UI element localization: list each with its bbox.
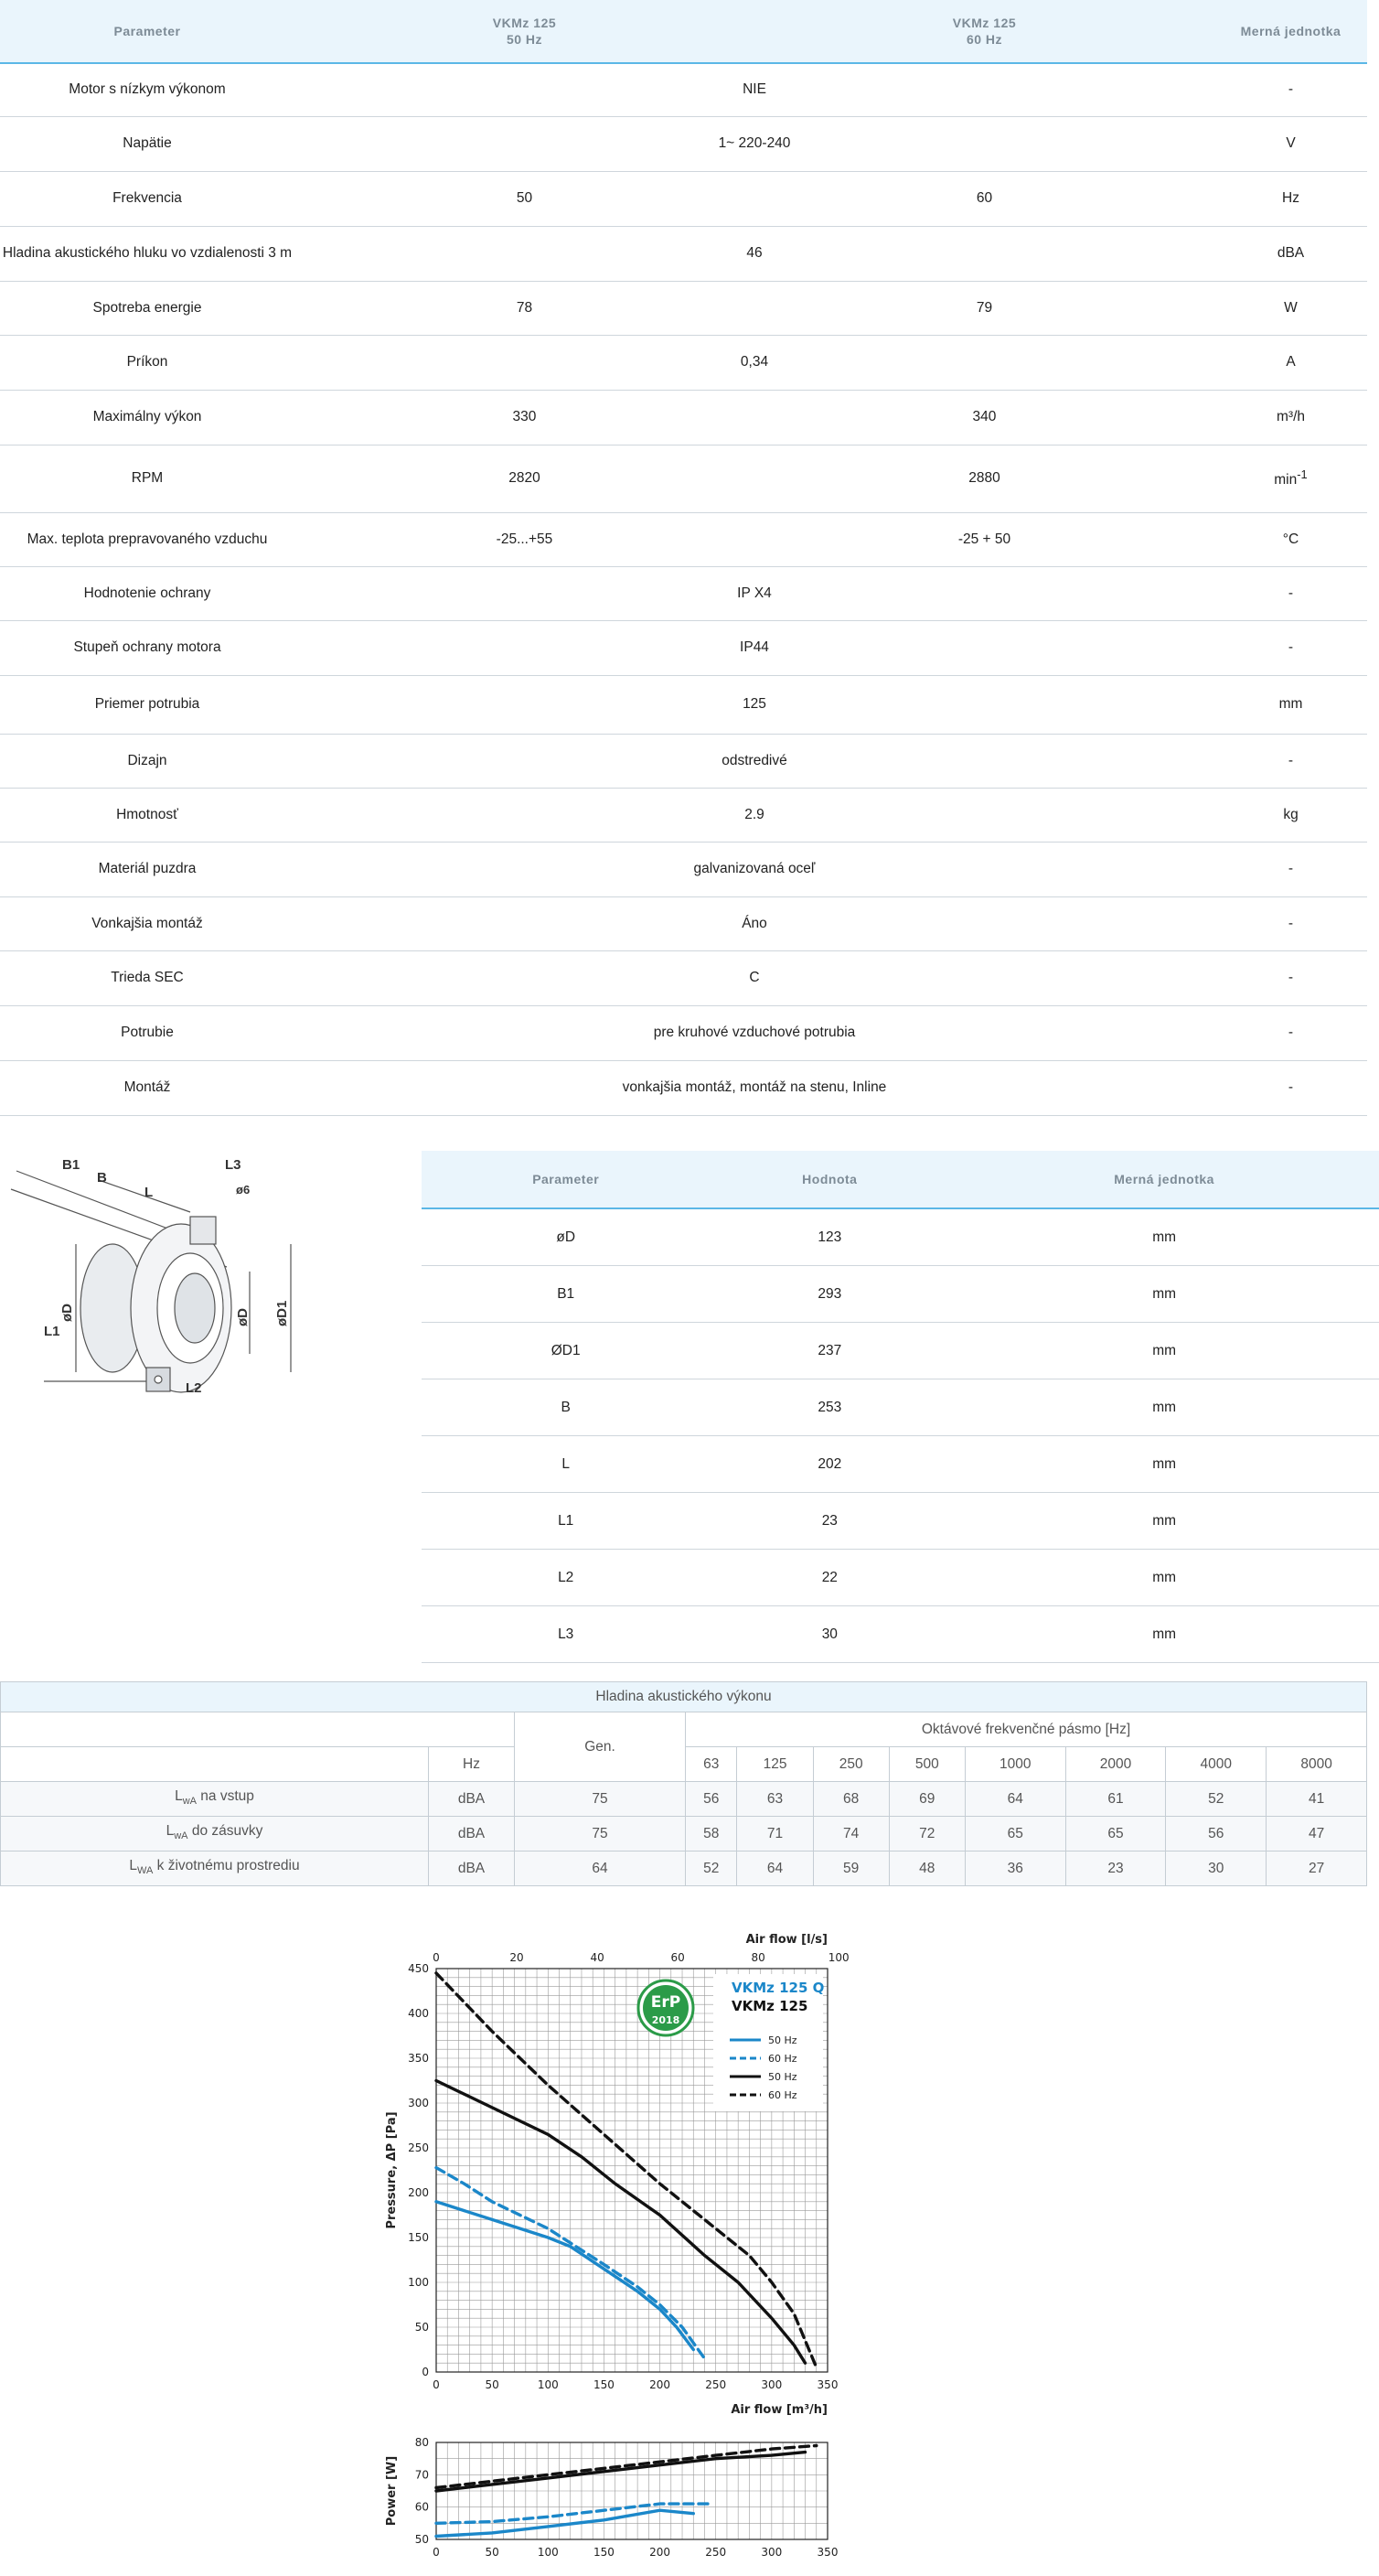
x-tick-label: 200 xyxy=(649,2378,671,2391)
y-tick-label: 0 xyxy=(422,2366,429,2378)
label-b1: B1 xyxy=(62,1157,80,1173)
legend-label: 60 Hz xyxy=(768,2089,797,2101)
spec-param: Max. teplota prepravovaného vzduchu xyxy=(0,512,294,566)
spec-row xyxy=(0,512,1367,566)
acoustic-value: 69 xyxy=(889,1782,965,1817)
dims-unit: mm xyxy=(949,1323,1379,1379)
label-od-right: øD xyxy=(235,1308,251,1326)
spec-value-60hz: 60 xyxy=(754,171,1214,226)
acoustic-value: 47 xyxy=(1267,1817,1367,1852)
spec-row xyxy=(0,63,1367,116)
acoustic-gen: 75 xyxy=(515,1782,686,1817)
spec-param: Montáž xyxy=(0,1060,294,1115)
dims-header-unit: Merná jednotka xyxy=(949,1151,1379,1208)
spec-value: 2.9 xyxy=(294,788,1214,842)
spec-param: Príkon xyxy=(0,335,294,390)
spec-header-unit: Merná jednotka xyxy=(1214,0,1367,63)
acoustic-value: 65 xyxy=(965,1817,1065,1852)
spec-param: Potrubie xyxy=(0,1005,294,1060)
x-tick-label: 50 xyxy=(485,2546,499,2559)
spec-row xyxy=(0,620,1367,675)
legend-label: 50 Hz xyxy=(768,2071,797,2083)
acoustic-row xyxy=(1,1817,1367,1852)
spec-unit: mm xyxy=(1214,675,1367,734)
acoustic-value: 41 xyxy=(1267,1782,1367,1817)
spec-param: Spotreba energie xyxy=(0,281,294,335)
dims-unit: mm xyxy=(949,1550,1379,1606)
acoustic-unit: dBA xyxy=(429,1817,515,1852)
label-od1: øD1 xyxy=(274,1300,290,1326)
spec-param: Napätie xyxy=(0,116,294,171)
acoustic-gen: 64 xyxy=(515,1852,686,1886)
spec-value-60hz: 2880 xyxy=(754,445,1214,512)
dims-header-value: Hodnota xyxy=(710,1151,949,1208)
acoustic-blank-2 xyxy=(1,1747,429,1782)
y-tick-label: 80 xyxy=(414,2436,429,2449)
spec-unit: - xyxy=(1214,566,1367,620)
legend-label: 50 Hz xyxy=(768,2034,797,2046)
series-line xyxy=(436,2504,711,2523)
y-tick-label: 70 xyxy=(414,2468,429,2482)
spec-param: Trieda SEC xyxy=(0,950,294,1005)
spec-param: Stupeň ochrany motora xyxy=(0,620,294,675)
spec-unit: °C xyxy=(1214,512,1367,566)
legend-label: 60 Hz xyxy=(768,2053,797,2065)
performance-chart xyxy=(352,1912,882,2571)
dims-value: 202 xyxy=(710,1436,949,1493)
spec-header-60hz: VKMz 125 60 Hz xyxy=(754,0,1214,63)
dims-row xyxy=(422,1493,1379,1550)
y-tick-label: 100 xyxy=(408,2276,429,2289)
x-tick-label: 300 xyxy=(761,2546,783,2559)
x-tick-label: 50 xyxy=(485,2378,499,2391)
spec-value: 46 xyxy=(294,226,1214,281)
spec-unit: - xyxy=(1214,63,1367,116)
dims-header-parameter: Parameter xyxy=(422,1151,710,1208)
spec-value-50hz: 2820 xyxy=(294,445,754,512)
band-header: 8000 xyxy=(1267,1747,1367,1782)
dims-value: 253 xyxy=(710,1379,949,1436)
spec-value: NIE xyxy=(294,63,1214,116)
x-tick-label: 0 xyxy=(433,2546,440,2559)
y-axis-label: Power [W] xyxy=(385,2455,399,2527)
dims-param: L xyxy=(422,1436,710,1493)
acoustic-unit: dBA xyxy=(429,1782,515,1817)
x-axis-label: Air flow [m³/h] xyxy=(731,2403,828,2417)
x-tick-label: 350 xyxy=(817,2378,839,2391)
dims-body xyxy=(422,1208,1379,1663)
dims-param: L1 xyxy=(422,1493,710,1550)
x-tick-label: 100 xyxy=(537,2546,559,2559)
spec-unit: dBA xyxy=(1214,226,1367,281)
label-od: øD xyxy=(59,1304,75,1322)
spec-row xyxy=(0,226,1367,281)
dims-param: L3 xyxy=(422,1606,710,1663)
x-tick-label: 150 xyxy=(593,2378,615,2391)
spec-row xyxy=(0,734,1367,788)
acoustic-table xyxy=(0,1681,1367,1886)
acoustic-title: Hladina akustického výkonu xyxy=(1,1682,1367,1712)
x2-tick-label: 100 xyxy=(828,1951,850,1964)
legend-model: VKMz 125 xyxy=(732,1998,808,2014)
dims-param: øD xyxy=(422,1208,710,1266)
spec-value: 0,34 xyxy=(294,335,1214,390)
spec-unit: Hz xyxy=(1214,171,1367,226)
dims-row xyxy=(422,1436,1379,1493)
x2-tick-label: 0 xyxy=(433,1951,440,1964)
band-header: 1000 xyxy=(965,1747,1065,1782)
acoustic-value: 52 xyxy=(686,1852,737,1886)
dims-value: 30 xyxy=(710,1606,949,1663)
spec-value-50hz: 330 xyxy=(294,390,754,445)
spec-row xyxy=(0,1060,1367,1115)
y-tick-label: 50 xyxy=(414,2321,429,2334)
spec-value: vonkajšia montáž, montáž na stenu, Inline xyxy=(294,1060,1214,1115)
spec-header-row xyxy=(0,0,1367,63)
spec-param: Motor s nízkym výkonom xyxy=(0,63,294,116)
acoustic-value: 30 xyxy=(1166,1852,1267,1886)
spec-unit: - xyxy=(1214,950,1367,1005)
spec-param: Frekvencia xyxy=(0,171,294,226)
dims-value: 237 xyxy=(710,1323,949,1379)
spec-value-50hz: 78 xyxy=(294,281,754,335)
acoustic-value: 74 xyxy=(813,1817,889,1852)
fan-dimension-drawing xyxy=(7,1143,309,1400)
spec-row xyxy=(0,116,1367,171)
acoustic-gen: 75 xyxy=(515,1817,686,1852)
acoustic-row xyxy=(1,1852,1367,1886)
y-tick-label: 300 xyxy=(408,2097,429,2109)
x-tick-label: 250 xyxy=(705,2378,727,2391)
acoustic-value: 65 xyxy=(1065,1817,1166,1852)
acoustic-value: 58 xyxy=(686,1817,737,1852)
spec-unit: V xyxy=(1214,116,1367,171)
spec-row xyxy=(0,675,1367,734)
spec-unit: - xyxy=(1214,1060,1367,1115)
label-l1: L1 xyxy=(44,1324,60,1339)
spec-unit: m³/h xyxy=(1214,390,1367,445)
spec-row xyxy=(0,566,1367,620)
erp-badge xyxy=(638,1980,693,2035)
spec-row xyxy=(0,788,1367,842)
dims-unit: mm xyxy=(949,1606,1379,1663)
x-tick-label: 250 xyxy=(705,2546,727,2559)
erp-badge-year: 2018 xyxy=(651,2014,680,2026)
dims-value: 293 xyxy=(710,1266,949,1323)
dims-value: 22 xyxy=(710,1550,949,1606)
spec-param: RPM xyxy=(0,445,294,512)
x-tick-label: 150 xyxy=(593,2546,615,2559)
spec-row xyxy=(0,390,1367,445)
x-tick-label: 300 xyxy=(761,2378,783,2391)
y-tick-label: 450 xyxy=(408,1962,429,1975)
spec-param: Materiál puzdra xyxy=(0,842,294,896)
series-line xyxy=(436,2081,806,2364)
dimensions-table xyxy=(422,1151,1379,1663)
spec-row xyxy=(0,950,1367,1005)
acoustic-hz-header: Hz xyxy=(429,1747,515,1782)
y-axis-label: Pressure, ΔP [Pa] xyxy=(385,2111,399,2229)
spec-param: Vonkajšia montáž xyxy=(0,896,294,950)
label-l: L xyxy=(144,1185,154,1200)
spec-unit: $\min^{-1}$ xyxy=(1214,445,1367,512)
spec-row xyxy=(0,1005,1367,1060)
y-tick-label: 50 xyxy=(414,2533,429,2546)
spec-header-50hz: VKMz 125 50 Hz xyxy=(294,0,754,63)
spec-unit: - xyxy=(1214,896,1367,950)
acoustic-value: 56 xyxy=(1166,1817,1267,1852)
series-line xyxy=(436,2453,806,2491)
acoustic-unit: dBA xyxy=(429,1852,515,1886)
acoustic-row xyxy=(1,1782,1367,1817)
spec-unit: - xyxy=(1214,620,1367,675)
spec-value-60hz: 340 xyxy=(754,390,1214,445)
spec-value: 125 xyxy=(294,675,1214,734)
spec-row xyxy=(0,281,1367,335)
dims-unit: mm xyxy=(949,1266,1379,1323)
band-header: 500 xyxy=(889,1747,965,1782)
dims-header-row xyxy=(422,1151,1379,1208)
dims-value: 123 xyxy=(710,1208,949,1266)
spec-row xyxy=(0,842,1367,896)
acoustic-gen-header: Gen. xyxy=(515,1712,686,1782)
y-tick-label: 250 xyxy=(408,2141,429,2154)
spec-value: Áno xyxy=(294,896,1214,950)
spec-unit: - xyxy=(1214,734,1367,788)
spec-param: Hladina akustického hluku vo vzdialenosti 3 m xyxy=(0,226,294,281)
label-l3: L3 xyxy=(225,1157,241,1173)
band-header: 63 xyxy=(686,1747,737,1782)
spec-value-60hz: -25 + 50 xyxy=(754,512,1214,566)
spec-value: galvanizovaná oceľ xyxy=(294,842,1214,896)
dims-row xyxy=(422,1208,1379,1266)
spec-row xyxy=(0,335,1367,390)
y-tick-label: 150 xyxy=(408,2231,429,2244)
band-header: 2000 xyxy=(1065,1747,1166,1782)
x2-tick-label: 80 xyxy=(751,1951,765,1964)
spec-row xyxy=(0,171,1367,226)
dims-param: ØD1 xyxy=(422,1323,710,1379)
legend-model-q: VKMz 125 Q xyxy=(732,1980,825,1996)
dims-row xyxy=(422,1550,1379,1606)
spec-param: Dizajn xyxy=(0,734,294,788)
erp-badge-text: ErP xyxy=(650,1993,681,2012)
spec-unit: A xyxy=(1214,335,1367,390)
y-tick-label: 350 xyxy=(408,2052,429,2065)
acoustic-value: 56 xyxy=(686,1782,737,1817)
x-tick-label: 100 xyxy=(537,2378,559,2391)
x2-axis-label: Air flow [l/s] xyxy=(745,1933,828,1947)
spec-param: Hodnotenie ochrany xyxy=(0,566,294,620)
spec-value: C xyxy=(294,950,1214,1005)
spec-unit: W xyxy=(1214,281,1367,335)
acoustic-label: $L_{WA}$ k životnému prostrediu xyxy=(1,1852,429,1886)
acoustic-value: 59 xyxy=(813,1852,889,1886)
label-o6: ø6 xyxy=(236,1183,251,1197)
dims-param: L2 xyxy=(422,1550,710,1606)
x2-tick-label: 60 xyxy=(670,1951,685,1964)
spec-value: IP44 xyxy=(294,620,1214,675)
dims-param: B1 xyxy=(422,1266,710,1323)
label-l2: L2 xyxy=(186,1380,202,1396)
acoustic-value: 63 xyxy=(737,1782,813,1817)
dims-param: B xyxy=(422,1379,710,1436)
band-header: 125 xyxy=(737,1747,813,1782)
acoustic-value: 64 xyxy=(965,1782,1065,1817)
dims-unit: mm xyxy=(949,1379,1379,1436)
band-header: 4000 xyxy=(1166,1747,1267,1782)
spec-header-parameter: Parameter xyxy=(0,0,294,63)
dims-row xyxy=(422,1606,1379,1663)
acoustic-value: 48 xyxy=(889,1852,965,1886)
band-header: 250 xyxy=(813,1747,889,1782)
acoustic-value: 61 xyxy=(1065,1782,1166,1817)
spec-value-50hz: -25...+55 xyxy=(294,512,754,566)
y-tick-label: 400 xyxy=(408,2007,429,2020)
dims-row xyxy=(422,1266,1379,1323)
spec-body xyxy=(0,63,1367,1115)
spec-unit: kg xyxy=(1214,788,1367,842)
acoustic-band-title: Oktávové frekvenčné pásmo [Hz] xyxy=(686,1712,1367,1747)
acoustic-value: 64 xyxy=(737,1852,813,1886)
spec-value: IP X4 xyxy=(294,566,1214,620)
acoustic-value: 52 xyxy=(1166,1782,1267,1817)
x2-tick-label: 20 xyxy=(509,1951,524,1964)
spec-table xyxy=(0,0,1367,1116)
spec-value-50hz: 50 xyxy=(294,171,754,226)
spec-param: Maximálny výkon xyxy=(0,390,294,445)
label-b: B xyxy=(97,1170,107,1186)
spec-unit: - xyxy=(1214,842,1367,896)
dims-unit: mm xyxy=(949,1436,1379,1493)
x-tick-label: 200 xyxy=(649,2546,671,2559)
acoustic-label: $L_{wA}$ do zásuvky xyxy=(1,1817,429,1852)
acoustic-value: 72 xyxy=(889,1817,965,1852)
dims-unit: mm xyxy=(949,1493,1379,1550)
acoustic-value: 23 xyxy=(1065,1852,1166,1886)
y-tick-label: 200 xyxy=(408,2186,429,2199)
acoustic-value: 71 xyxy=(737,1817,813,1852)
spec-value: 1~ 220-240 xyxy=(294,116,1214,171)
acoustic-body xyxy=(1,1782,1367,1886)
spec-param: Hmotnosť xyxy=(0,788,294,842)
x2-tick-label: 40 xyxy=(590,1951,604,1964)
dims-row xyxy=(422,1323,1379,1379)
spec-row xyxy=(0,445,1367,512)
dims-value: 23 xyxy=(710,1493,949,1550)
spec-value: odstredivé xyxy=(294,734,1214,788)
acoustic-label: $L_{wA}$ na vstup xyxy=(1,1782,429,1817)
acoustic-blank xyxy=(1,1712,515,1747)
x-tick-label: 350 xyxy=(817,2546,839,2559)
acoustic-value: 68 xyxy=(813,1782,889,1817)
x-tick-label: 0 xyxy=(433,2378,440,2391)
chart-legend xyxy=(713,1974,824,2111)
spec-value: pre kruhové vzduchové potrubia xyxy=(294,1005,1214,1060)
spec-param: Priemer potrubia xyxy=(0,675,294,734)
acoustic-value: 36 xyxy=(965,1852,1065,1886)
y-tick-label: 60 xyxy=(414,2500,429,2514)
spec-value-60hz: 79 xyxy=(754,281,1214,335)
dims-row xyxy=(422,1379,1379,1436)
spec-row xyxy=(0,896,1367,950)
spec-unit: - xyxy=(1214,1005,1367,1060)
dims-unit: mm xyxy=(949,1208,1379,1266)
acoustic-value: 27 xyxy=(1267,1852,1367,1886)
